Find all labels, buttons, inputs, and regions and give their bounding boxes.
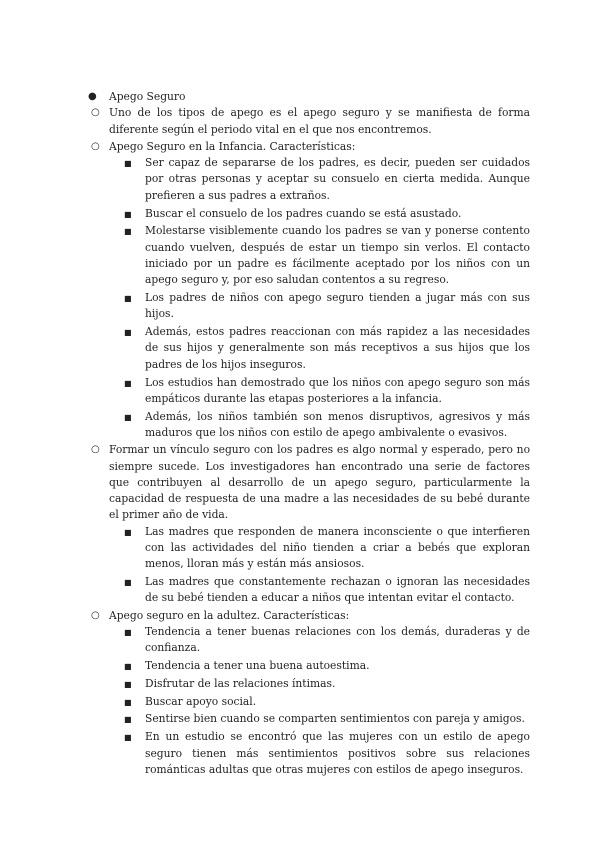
list-item [124,524,530,573]
list-item [124,676,530,692]
bullet-icon: ● [88,91,97,102]
list-item-text: Tendencia a tener una buena autoestima. [145,659,370,673]
list-item-text: Disfrutar de las relaciones íntimas. [145,676,336,690]
leaf-list [124,624,530,778]
square-bullet-icon: ■ [124,715,132,725]
list-item [124,729,530,778]
list-item [124,290,530,323]
square-bullet-icon: ■ [124,662,132,672]
list-item-text: Buscar apoyo social. [145,694,257,708]
square-bullet-icon: ■ [124,209,132,219]
list-item-text: Las madres que responden de manera inconsciente o que interfieren con las actividades del niño tienden a criar a bebés que exploran menos, lloran más y están más ansiosos. [145,524,530,571]
list-item [124,658,530,674]
sub-item-text: Apego Seguro en la Infancia. Características: [109,139,356,153]
square-bullet-icon: ■ [124,697,132,707]
list-item [124,223,530,288]
main-list [0,89,600,778]
square-bullet-icon: ■ [124,628,132,637]
list-item [124,409,530,442]
circle-bullet-icon: ○ [91,140,100,152]
square-bullet-icon: ■ [124,294,132,304]
list-item-text: Las madres que constantemente rechazan o ignoran las necesidades de su bebé tienden a educar a niños que intentan evitar el contacto. [145,575,530,605]
sub-list [91,105,530,778]
list-item [124,694,530,710]
square-bullet-icon: ■ [124,227,132,237]
list-item [124,574,530,607]
list-item-text: Tendencia a tener buenas relaciones con los demás, duraderas y de confianza. [145,625,530,655]
list-item [124,624,530,657]
sub-item [73,139,530,441]
list-item [124,155,530,204]
square-bullet-icon: ■ [124,733,132,743]
list-item-text: Además, los niños también son menos disruptivos, agresivos y más maduros que los niños con estilo de apego ambivalente o evasivos. [145,409,530,439]
square-bullet-icon: ■ [124,679,132,689]
list-item [124,324,530,373]
section-title: Apego Seguro [109,90,186,103]
list-item-text: Los estudios han demostrado que los niños con apego seguro son más empáticos durante las etapas posteriores a la infancia. [145,375,530,405]
list-item-text: Además, estos padres reaccionan con más rapidez a las necesidades de sus hijos y generalmente son más receptivos a sus hijos que los padres de los hijos inseguros. [145,325,530,371]
list-item-text: Ser capaz de separarse de los padres, es decir, pueden ser cuidados por otras personas y aceptar su consuelo en cierta medida. Aunque prefieren a sus padres a extraños. [145,156,530,202]
list-item-text: En un estudio se encontró que las mujeres con un estilo de apego seguro tienen más sentimientos positivos sobre sus relaciones románticas adultas que otras mujeres con estilos de apego inseguros. [145,730,530,776]
circle-bullet-icon: ○ [91,107,100,119]
sub-item-text: Uno de los tipos de apego es el apego seguro y se manifiesta de forma diferente según el periodo vital en el que nos encontremos. [109,106,530,136]
list-item [124,375,530,408]
list-item-text: Sentirse bien cuando se comparten sentimientos con pareja y amigos. [145,712,525,726]
square-bullet-icon: ■ [124,159,132,169]
sub-item [73,105,530,138]
section-apego-seguro [0,89,600,778]
circle-bullet-icon: ○ [91,444,100,456]
circle-bullet-icon: ○ [91,609,100,621]
leaf-list [124,155,530,441]
leaf-list [124,524,530,607]
square-bullet-icon: ■ [124,578,132,588]
sub-item-text: Apego seguro en la adultez. Características: [109,608,350,622]
sub-item [73,608,530,778]
list-item-text: Molestarse visiblemente cuando los padres se van y ponerse contento cuando vuelven, después de estar un tiempo sin verlos. El contacto iniciado por un padre es fácilmente aceptado por los niños con un apego seguro y, por eso saludan contentos a su regreso. [145,224,530,287]
sub-item-text: Formar un vínculo seguro con los padres es algo normal y esperado, pero no siempre sucede. Los investigadores han encontrado una serie de factores que contribuyen al desarrollo de un apego seguro, particularmente la capacidad de respuesta de una madre a las necesidades de su bebé durante el primer año de vida. [109,443,530,522]
square-bullet-icon: ■ [124,378,132,388]
sub-item [73,442,530,606]
square-bullet-icon: ■ [124,412,132,422]
list-item-text: Los padres de niños con apego seguro tienden a jugar más con sus hijos. [145,291,530,321]
list-item [124,711,530,727]
square-bullet-icon: ■ [124,527,132,537]
square-bullet-icon: ■ [124,328,132,338]
list-item [124,206,530,222]
list-item-text: Buscar el consuelo de los padres cuando se está asustado. [145,206,462,220]
